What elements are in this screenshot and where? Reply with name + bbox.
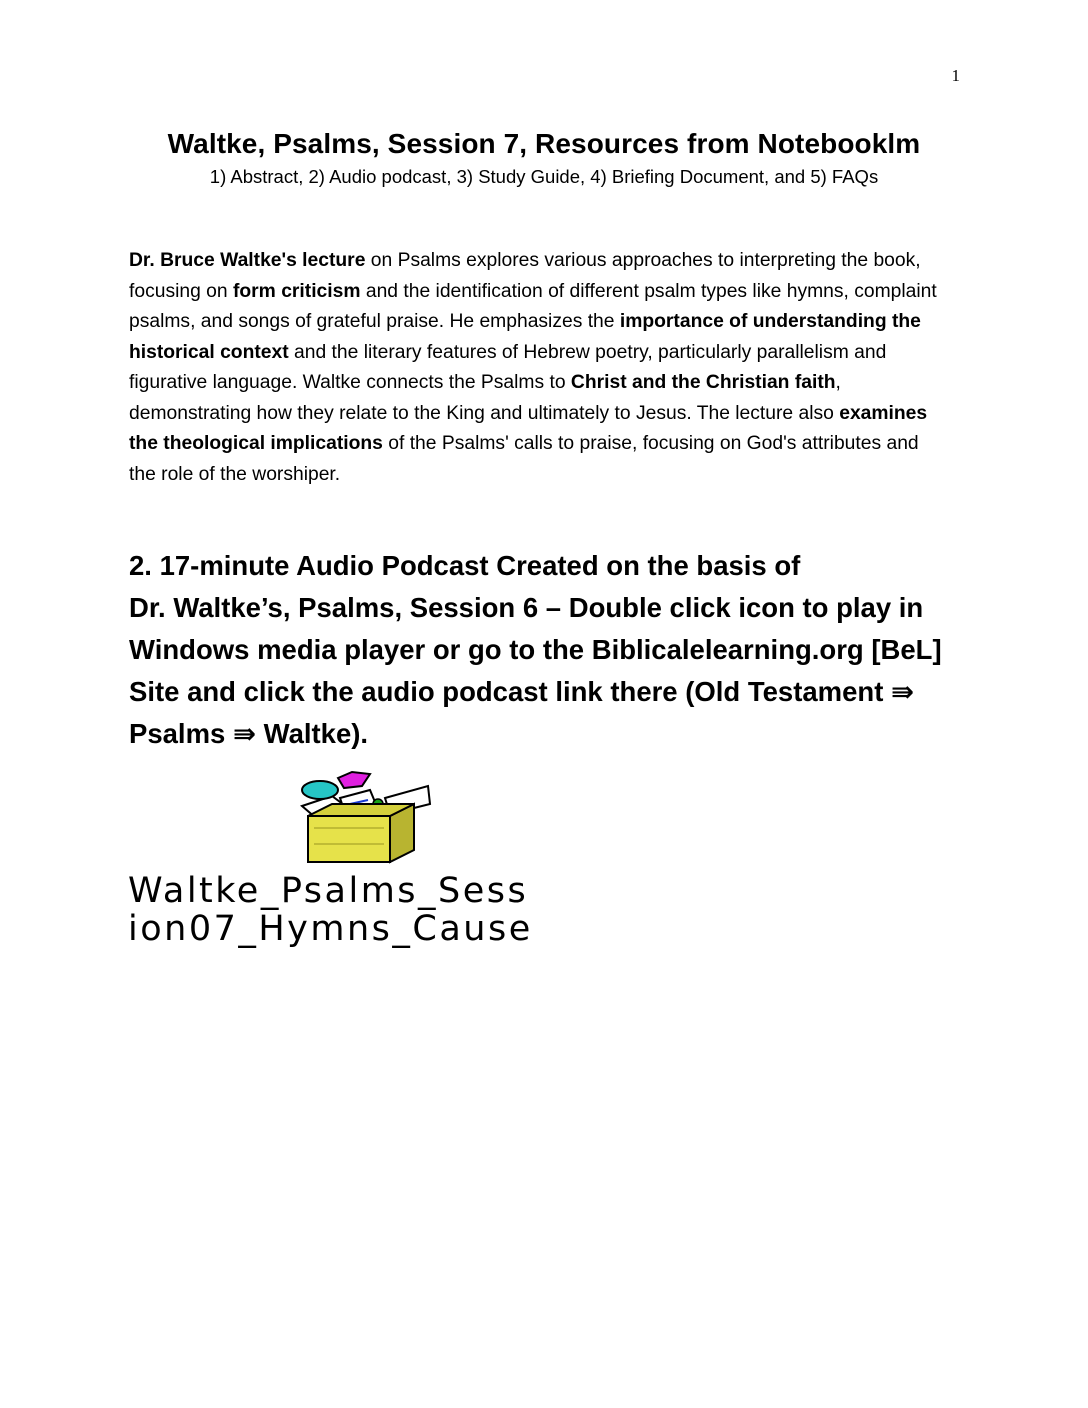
abstract-text: of the Psalms' calls to praise, focusing on God's attributes and the role of the worshiper. [129,433,919,485]
podcast-heading-waltke: Waltke). [256,718,369,749]
abstract-bold-phrase: importance of understanding the historical context [129,311,921,363]
abstract-bold-phrase: examines the theological implications [129,402,928,454]
podcast-heading-line4: Site and click the audio podcast link there (Old Testament [129,676,892,707]
abstract-bold-phrase: Christ and the Christian faith [570,372,836,393]
abstract-paragraph [129,246,949,490]
abstract-bold-phrase: form criticism [232,280,361,302]
abstract-bold-phrase: Dr. Bruce Waltke's lecture [129,250,366,271]
file-label-line1: Waltke_Psalms_Sess [128,872,529,911]
title-block [0,128,1088,188]
file-label-line2: ion07_Hymns_Cause [128,909,533,948]
podcast-heading-psalms: Psalms [129,718,233,749]
media-file-label[interactable] [128,872,608,948]
abstract-text: and the literary features of Hebrew poetry, particularly parallelism and figurative language. Waltke connects the Psalms to [129,341,887,393]
document-title: Waltke, Psalms, Session 7, Resources from Notebooklm [167,128,921,159]
media-package-icon[interactable] [290,768,440,868]
document-subtitle: 1) Abstract, 2) Audio podcast, 3) Study Guide, 4) Briefing Document, and 5) FAQs [209,166,879,187]
podcast-heading-line1: 2. 17-minute Audio Podcast Created on the basis of [129,550,801,581]
page-number: 1 [951,66,960,85]
abstract-text: and the identification of different psalm types like hymns, complaint psalms, and songs of grateful praise. He emphasizes the [129,280,937,332]
podcast-heading-line3: Windows media player or go to the Biblicalelearning.org [BeL] [129,634,942,665]
arrow-right-icon: ⇛ [891,676,915,707]
podcast-heading-line2: Dr. Waltke’s, Psalms, Session 6 – Double click icon to play in [129,592,924,623]
podcast-heading [129,545,959,755]
abstract-text: on Psalms explores various approaches to interpreting the book, focusing on [129,250,921,302]
abstract-text: , demonstrating how they relate to the King and ultimately to Jesus. The lecture also [129,372,841,424]
arrow-right-icon: ⇛ [232,718,257,749]
